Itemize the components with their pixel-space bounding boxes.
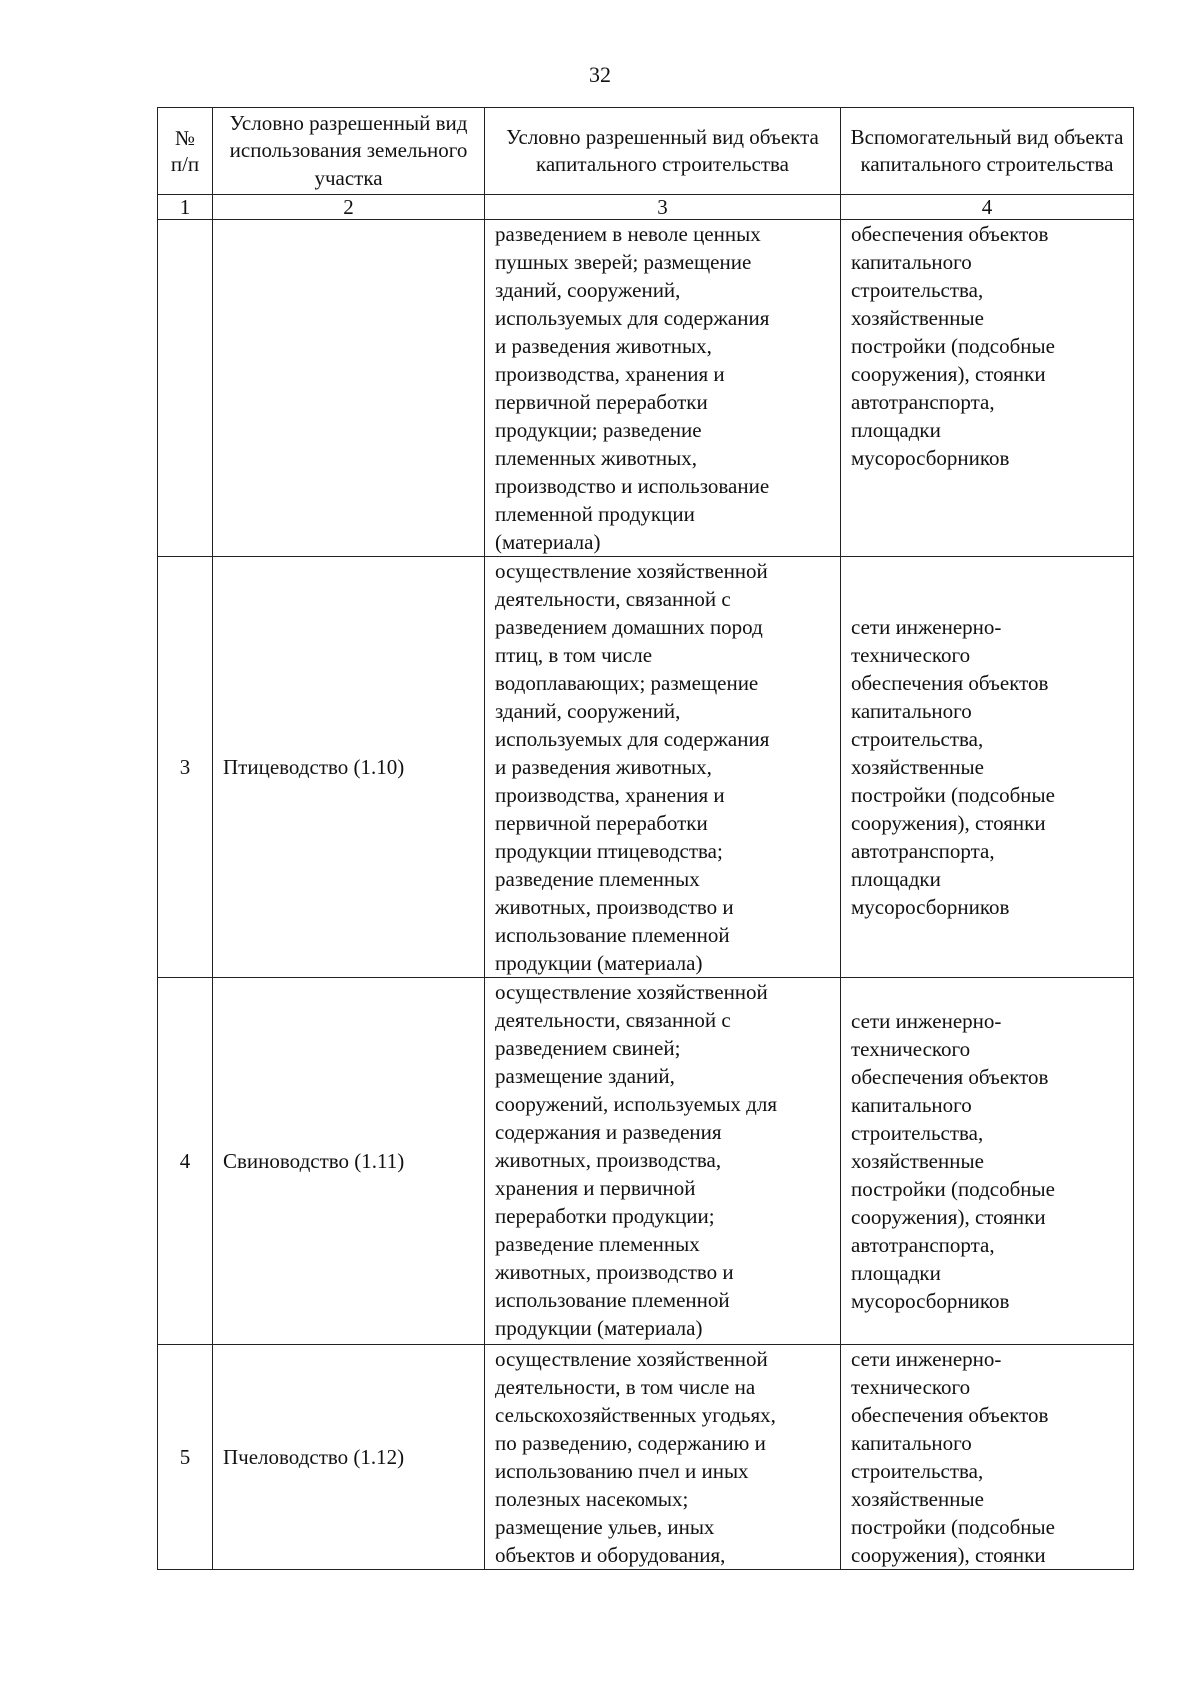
page-number: 32 [589,62,611,87]
row-auxiliary-object: сети инженерно- технического обеспечения объектов капитального строительства, хозяйственные постройки (подсобные сооружения), стоянки автотранспорта, площадки мусоросборников [841,557,1134,978]
row-permitted-use: Свиноводство (1.11) [213,978,485,1345]
row-number: 5 [158,1345,213,1570]
column-number: 1 [158,195,213,220]
row-permitted-use: Птицеводство (1.10) [213,557,485,978]
row-number: 3 [158,557,213,978]
header-permitted-object: Условно разрешенный вид объекта капитального строительства [485,108,841,195]
land-use-table [157,107,1134,1570]
column-number: 2 [213,195,485,220]
header-auxiliary-object: Вспомогательный вид объекта капитального строительства [841,108,1134,195]
row-permitted-object: осуществление хозяйственной деятельности, в том числе на сельскохозяйственных угодьях, по разведению, содержанию и использованию пчел и иных полезных насекомых; размещение ульев, иных объектов и оборудования, [485,1345,841,1570]
table-row [158,978,1134,1345]
row-permitted-object: осуществление хозяйственной деятельности, связанной с разведением свиней; размещение зданий, сооружений, используемых для содержания и разведения животных, производства, хранения и первичной переработки продукции; разведение племенных животных, производство и использование племенной продукции (материала) [485,978,841,1345]
row-auxiliary-object: обеспечения объектов капитального строительства, хозяйственные постройки (подсобные сооружения), стоянки автотранспорта, площадки мусоросборников [841,220,1134,557]
row-permitted-use [213,220,485,557]
row-permitted-object: осуществление хозяйственной деятельности, связанной с разведением домашних пород птиц, в том числе водоплавающих; размещение зданий, сооружений, используемых для содержания и разведения животных, производства, хранения и первичной переработки продукции птицеводства; разведение племенных животных, производство и использование племенной продукции (материала) [485,557,841,978]
column-number-row [158,195,1134,220]
row-number: 4 [158,978,213,1345]
row-auxiliary-object: сети инженерно- технического обеспечения объектов капитального строительства, хозяйственные постройки (подсобные сооружения), стоянки [841,1345,1134,1570]
header-number: № п/п [158,108,213,195]
row-permitted-object: разведением в неволе ценных пушных зверей; размещение зданий, сооружений, используемых для содержания и разведения животных, производства, хранения и первичной переработки продукции; разведение племенных животных, производство и использование племенной продукции (материала) [485,220,841,557]
row-number [158,220,213,557]
column-number: 4 [841,195,1134,220]
table-row [158,220,1134,557]
table-row [158,1345,1134,1570]
table-header-row [158,108,1134,195]
table-row [158,557,1134,978]
column-number: 3 [485,195,841,220]
header-permitted-use: Условно разрешенный вид использования земельного участка [213,108,485,195]
row-permitted-use: Пчеловодство (1.12) [213,1345,485,1570]
row-auxiliary-object: сети инженерно- технического обеспечения объектов капитального строительства, хозяйственные постройки (подсобные сооружения), стоянки автотранспорта, площадки мусоросборников [841,978,1134,1345]
